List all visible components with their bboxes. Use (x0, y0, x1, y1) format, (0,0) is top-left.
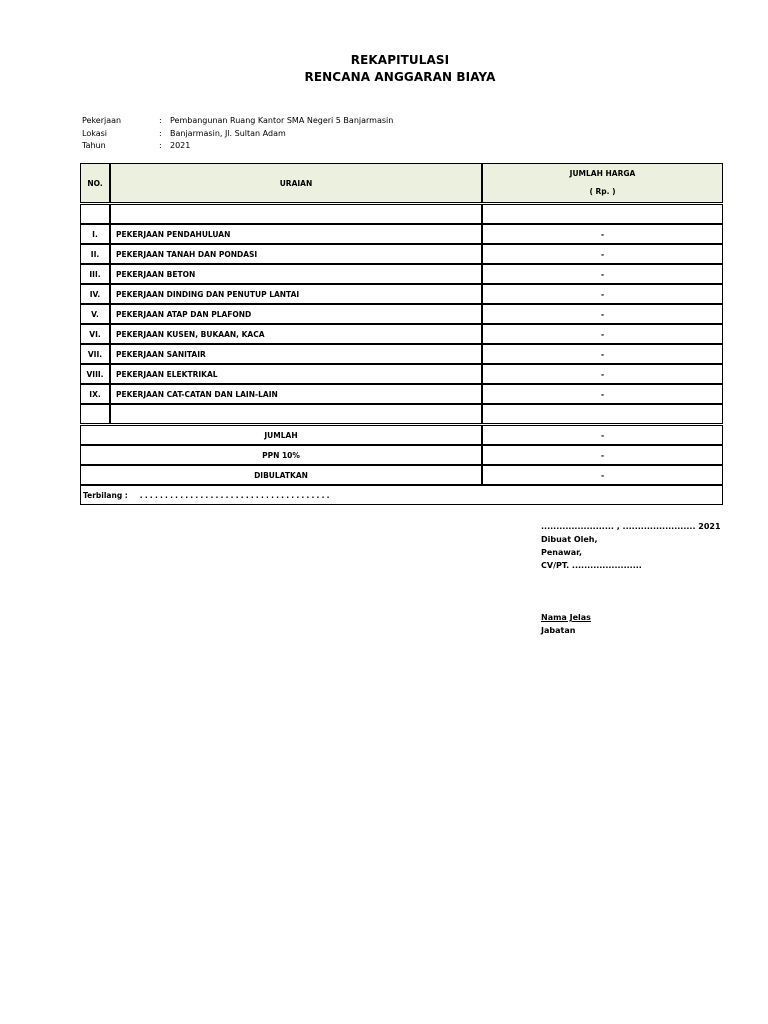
ppn-label: PPN 10% (80, 445, 482, 465)
terbilang-label: Terbilang : (83, 490, 128, 500)
budget-recap-table (80, 163, 723, 505)
ppn-row (80, 445, 723, 465)
table-header (80, 163, 723, 203)
cell-amount: - (482, 264, 723, 284)
cell-no: IV. (80, 284, 110, 304)
cell-desc: PEKERJAAN DINDING DAN PENUTUP LANTAI (110, 284, 482, 304)
cell-desc: PEKERJAAN PENDAHULUAN (110, 224, 482, 244)
document-subtitle: RENCANA ANGGARAN BIAYA (304, 70, 496, 84)
table-row (80, 324, 723, 344)
info-label: Pekerjaan (82, 116, 122, 125)
cell-no: II. (80, 244, 110, 264)
info-colon: : (159, 128, 162, 138)
table-row (80, 344, 723, 364)
table-row (80, 384, 723, 404)
cell-amount (482, 204, 723, 224)
header-uraian: URAIAN (110, 163, 482, 203)
project-info (82, 115, 393, 153)
document-title: REKAPITULASI (350, 53, 450, 67)
cell-amount: - (482, 244, 723, 264)
signature-company: CV/PT. ....................... (541, 561, 642, 570)
jumlah-value: - (482, 425, 723, 445)
terbilang-cell (80, 485, 723, 505)
cell-desc: PEKERJAAN BETON (110, 264, 482, 284)
signature-made-by: Dibuat Oleh, (541, 535, 598, 544)
cell-amount: - (482, 384, 723, 404)
terbilang-value: ...................................... (139, 490, 332, 500)
info-value: 2021 (170, 141, 191, 150)
table-row (80, 304, 723, 324)
table-row-blank (80, 204, 723, 224)
cell-no: VI. (80, 324, 110, 344)
cell-desc: PEKERJAAN ATAP DAN PLAFOND (110, 304, 482, 324)
cell-amount (482, 404, 723, 424)
header-no: NO. (80, 163, 110, 203)
cell-desc: PEKERJAAN KUSEN, BUKAAN, KACA (110, 324, 482, 344)
cell-amount: - (482, 304, 723, 324)
cell-desc: PEKERJAAN TANAH DAN PONDASI (110, 244, 482, 264)
terbilang-row (80, 485, 723, 505)
cell-amount: - (482, 344, 723, 364)
cell-no: III. (80, 264, 110, 284)
signature-bidder: Penawar, (541, 548, 582, 557)
header-jumlah-harga (482, 163, 723, 203)
cell-no (80, 404, 110, 424)
signature-block (541, 520, 721, 637)
cell-desc (110, 404, 482, 424)
table-row (80, 224, 723, 244)
cell-amount: - (482, 364, 723, 384)
info-value: Pembangunan Ruang Kantor SMA Negeri 5 Banjarmasin (170, 116, 394, 125)
cell-desc: PEKERJAAN ELEKTRIKAL (110, 364, 482, 384)
info-value: Banjarmasin, Jl. Sultan Adam (170, 128, 286, 138)
signature-date: ........................ , ........................ 2021 (541, 522, 721, 531)
cell-no: VII. (80, 344, 110, 364)
cell-no: IX. (80, 384, 110, 404)
table-row-blank (80, 404, 723, 424)
table-row (80, 244, 723, 264)
info-row-lokasi (82, 128, 393, 141)
info-label: Lokasi (82, 128, 107, 138)
dibulatkan-label: DIBULATKAN (80, 465, 482, 485)
table-row (80, 284, 723, 304)
dibulatkan-row (80, 465, 723, 485)
table-row (80, 264, 723, 284)
dibulatkan-value: - (482, 465, 723, 485)
cell-desc: PEKERJAAN CAT-CATAN DAN LAIN-LAIN (110, 384, 482, 404)
cell-desc (110, 204, 482, 224)
cell-amount: - (482, 224, 723, 244)
signature-name: Nama Jelas (541, 613, 591, 622)
ppn-value: - (482, 445, 723, 465)
cell-no: V. (80, 304, 110, 324)
signature-space (541, 572, 721, 611)
table-row (80, 364, 723, 384)
info-colon: : (159, 116, 162, 125)
info-label: Tahun (82, 141, 106, 150)
signature-position: Jabatan (541, 626, 576, 635)
cell-no (80, 204, 110, 224)
info-row-pekerjaan (82, 115, 393, 128)
jumlah-row (80, 425, 723, 445)
header-amount-unit: ( Rp. ) (589, 187, 616, 196)
info-row-tahun (82, 140, 393, 153)
cell-no: VIII. (80, 364, 110, 384)
cell-amount: - (482, 284, 723, 304)
cell-no: I. (80, 224, 110, 244)
cell-amount: - (482, 324, 723, 344)
jumlah-label: JUMLAH (80, 425, 482, 445)
cell-desc: PEKERJAAN SANITAIR (110, 344, 482, 364)
info-colon: : (159, 141, 162, 150)
header-amount-title: JUMLAH HARGA (569, 169, 636, 178)
